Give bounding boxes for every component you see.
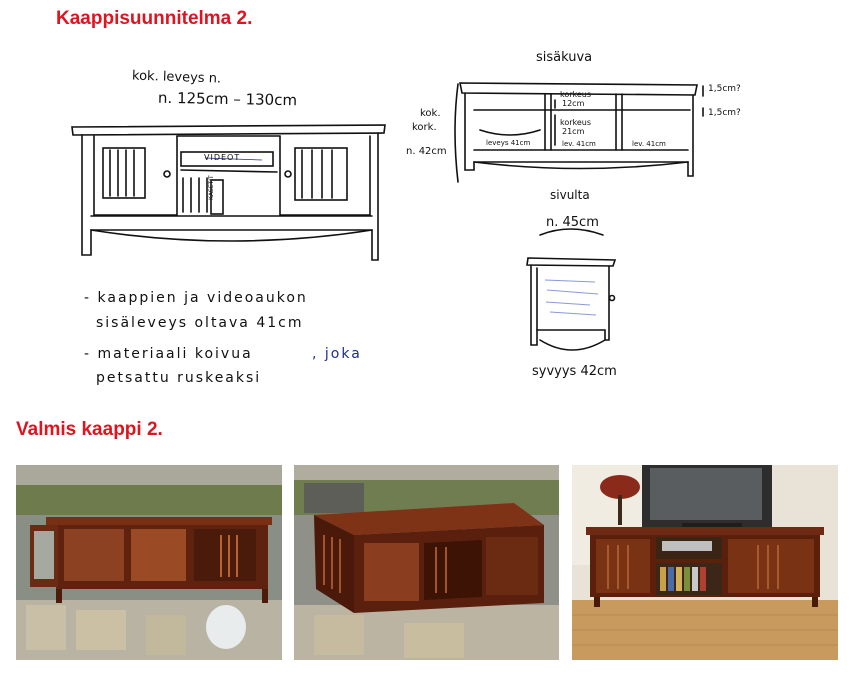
side-title: sivulta [550,188,590,202]
cabinet-angle-photo [294,465,559,660]
width-mid-label: lev. 41cm [562,140,596,148]
middle-label-2: 21cm [562,127,585,136]
front-width-label: kok. leveys n. [131,68,222,87]
video-label: VIDEOT [204,153,241,162]
front-width-value: n. 125cm – 130cm [157,88,298,110]
interior-height-label-1: kok. [420,108,441,119]
side-depth: syvyys 42cm [532,364,617,379]
interior-height-label-2: kork. [412,122,437,133]
cabinet-open-door-photo [16,465,282,660]
note-line-3: - materiaali koivua [84,346,253,362]
interior-title: sisäkuva [536,50,593,65]
section-heading: Valmis kaappi 2. [16,419,163,440]
width-right-label: lev. 41cm [632,140,666,148]
note-line-3-blue: , joka [312,346,362,362]
middle-label-1: korkeus [560,118,592,127]
note-line-2: sisäleveys oltava 41cm [96,315,304,331]
front-top-board [72,125,385,135]
cabinet-in-use-photo [572,465,838,660]
sketch-drawing [0,40,850,400]
width-left-label: leveys 41cm [486,139,531,147]
board-mid-label: 1,5cm? [708,108,741,118]
cassette-label: KASETIT [208,175,215,200]
board-top-label: 1,5cm? [708,84,741,94]
side-width: n. 45cm [546,215,599,230]
note-line-1: - kaappien ja videoaukon [84,290,308,306]
interior-height-value: n. 42cm [406,146,447,157]
top-shelf-label-2: 12cm [562,99,585,108]
note-line-4: petsattu ruskeaksi [96,370,262,386]
top-shelf-label-1: korkeus [560,90,592,99]
page-title: Kaappisuunnitelma 2. [56,8,253,29]
